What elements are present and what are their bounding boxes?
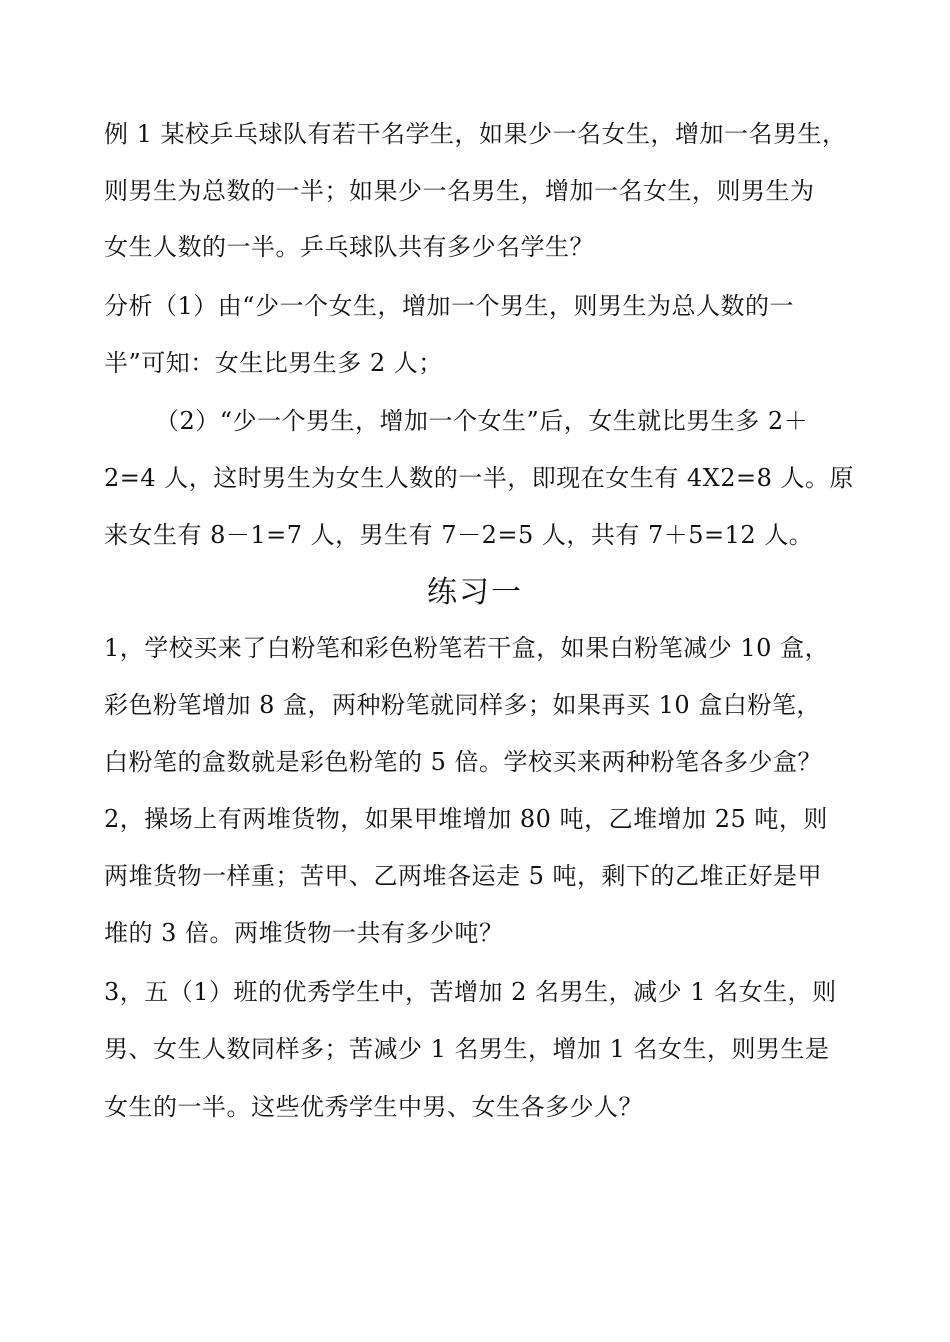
exercise-line: 堆的 3 倍。两堆货物一共有多少吨？: [104, 919, 504, 947]
exercise-line: 女生的一半。这些优秀学生中男、女生各多少人？: [104, 1093, 643, 1121]
analysis-line: 2=4 人，这时男生为女生人数的一半，即现在女生有 4X2=8 人。原: [104, 464, 855, 492]
analysis-line: 半”可知：女生比男生多 2 人；: [104, 349, 443, 377]
example-line: 则男生为总数的一半；如果少一名男生，增加一名女生，则男生为: [104, 177, 815, 205]
analysis-line: （2）“少一个男生，增加一个女生”后，女生就比男生多 2＋: [155, 407, 809, 435]
analysis-line: 来女生有 8－1=7 人，男生有 7－2=5 人，共有 7＋5=12 人。: [104, 521, 814, 549]
example-line: 例 1 某校乒乓球队有若干名学生，如果少一名女生，增加一名男生，: [104, 120, 847, 148]
analysis-line: 分析（1）由“少一个女生，增加一个男生，则男生为总人数的一: [104, 292, 795, 320]
exercise-line: 彩色粉笔增加 8 盒，两种粉笔就同样多；如果再买 10 盒白粉笔，: [104, 691, 821, 719]
exercise-title: 练习一: [427, 575, 523, 610]
example-line: 女生人数的一半。乒乓球队共有多少名学生？: [104, 233, 594, 261]
exercise-line: 白粉笔的盒数就是彩色粉笔的 5 倍。学校买来两种粉笔各多少盒？: [104, 748, 823, 776]
exercise-line: 男、女生人数同样多；苦减少 1 名男生，增加 1 名女生，则男生是: [104, 1035, 830, 1063]
exercise-line: 3，五（1）班的优秀学生中，苦增加 2 名男生，减少 1 名女生，则: [104, 978, 837, 1006]
exercise-line: 2，操场上有两堆货物，如果甲堆增加 80 吨，乙堆增加 25 吨，则: [104, 805, 828, 833]
exercise-line: 两堆货物一样重；苦甲、乙两堆各运走 5 吨，剩下的乙堆正好是甲: [104, 862, 823, 890]
exercise-line: 1，学校买来了白粉笔和彩色粉笔若干盒，如果白粉笔减少 10 盒，: [104, 634, 830, 662]
